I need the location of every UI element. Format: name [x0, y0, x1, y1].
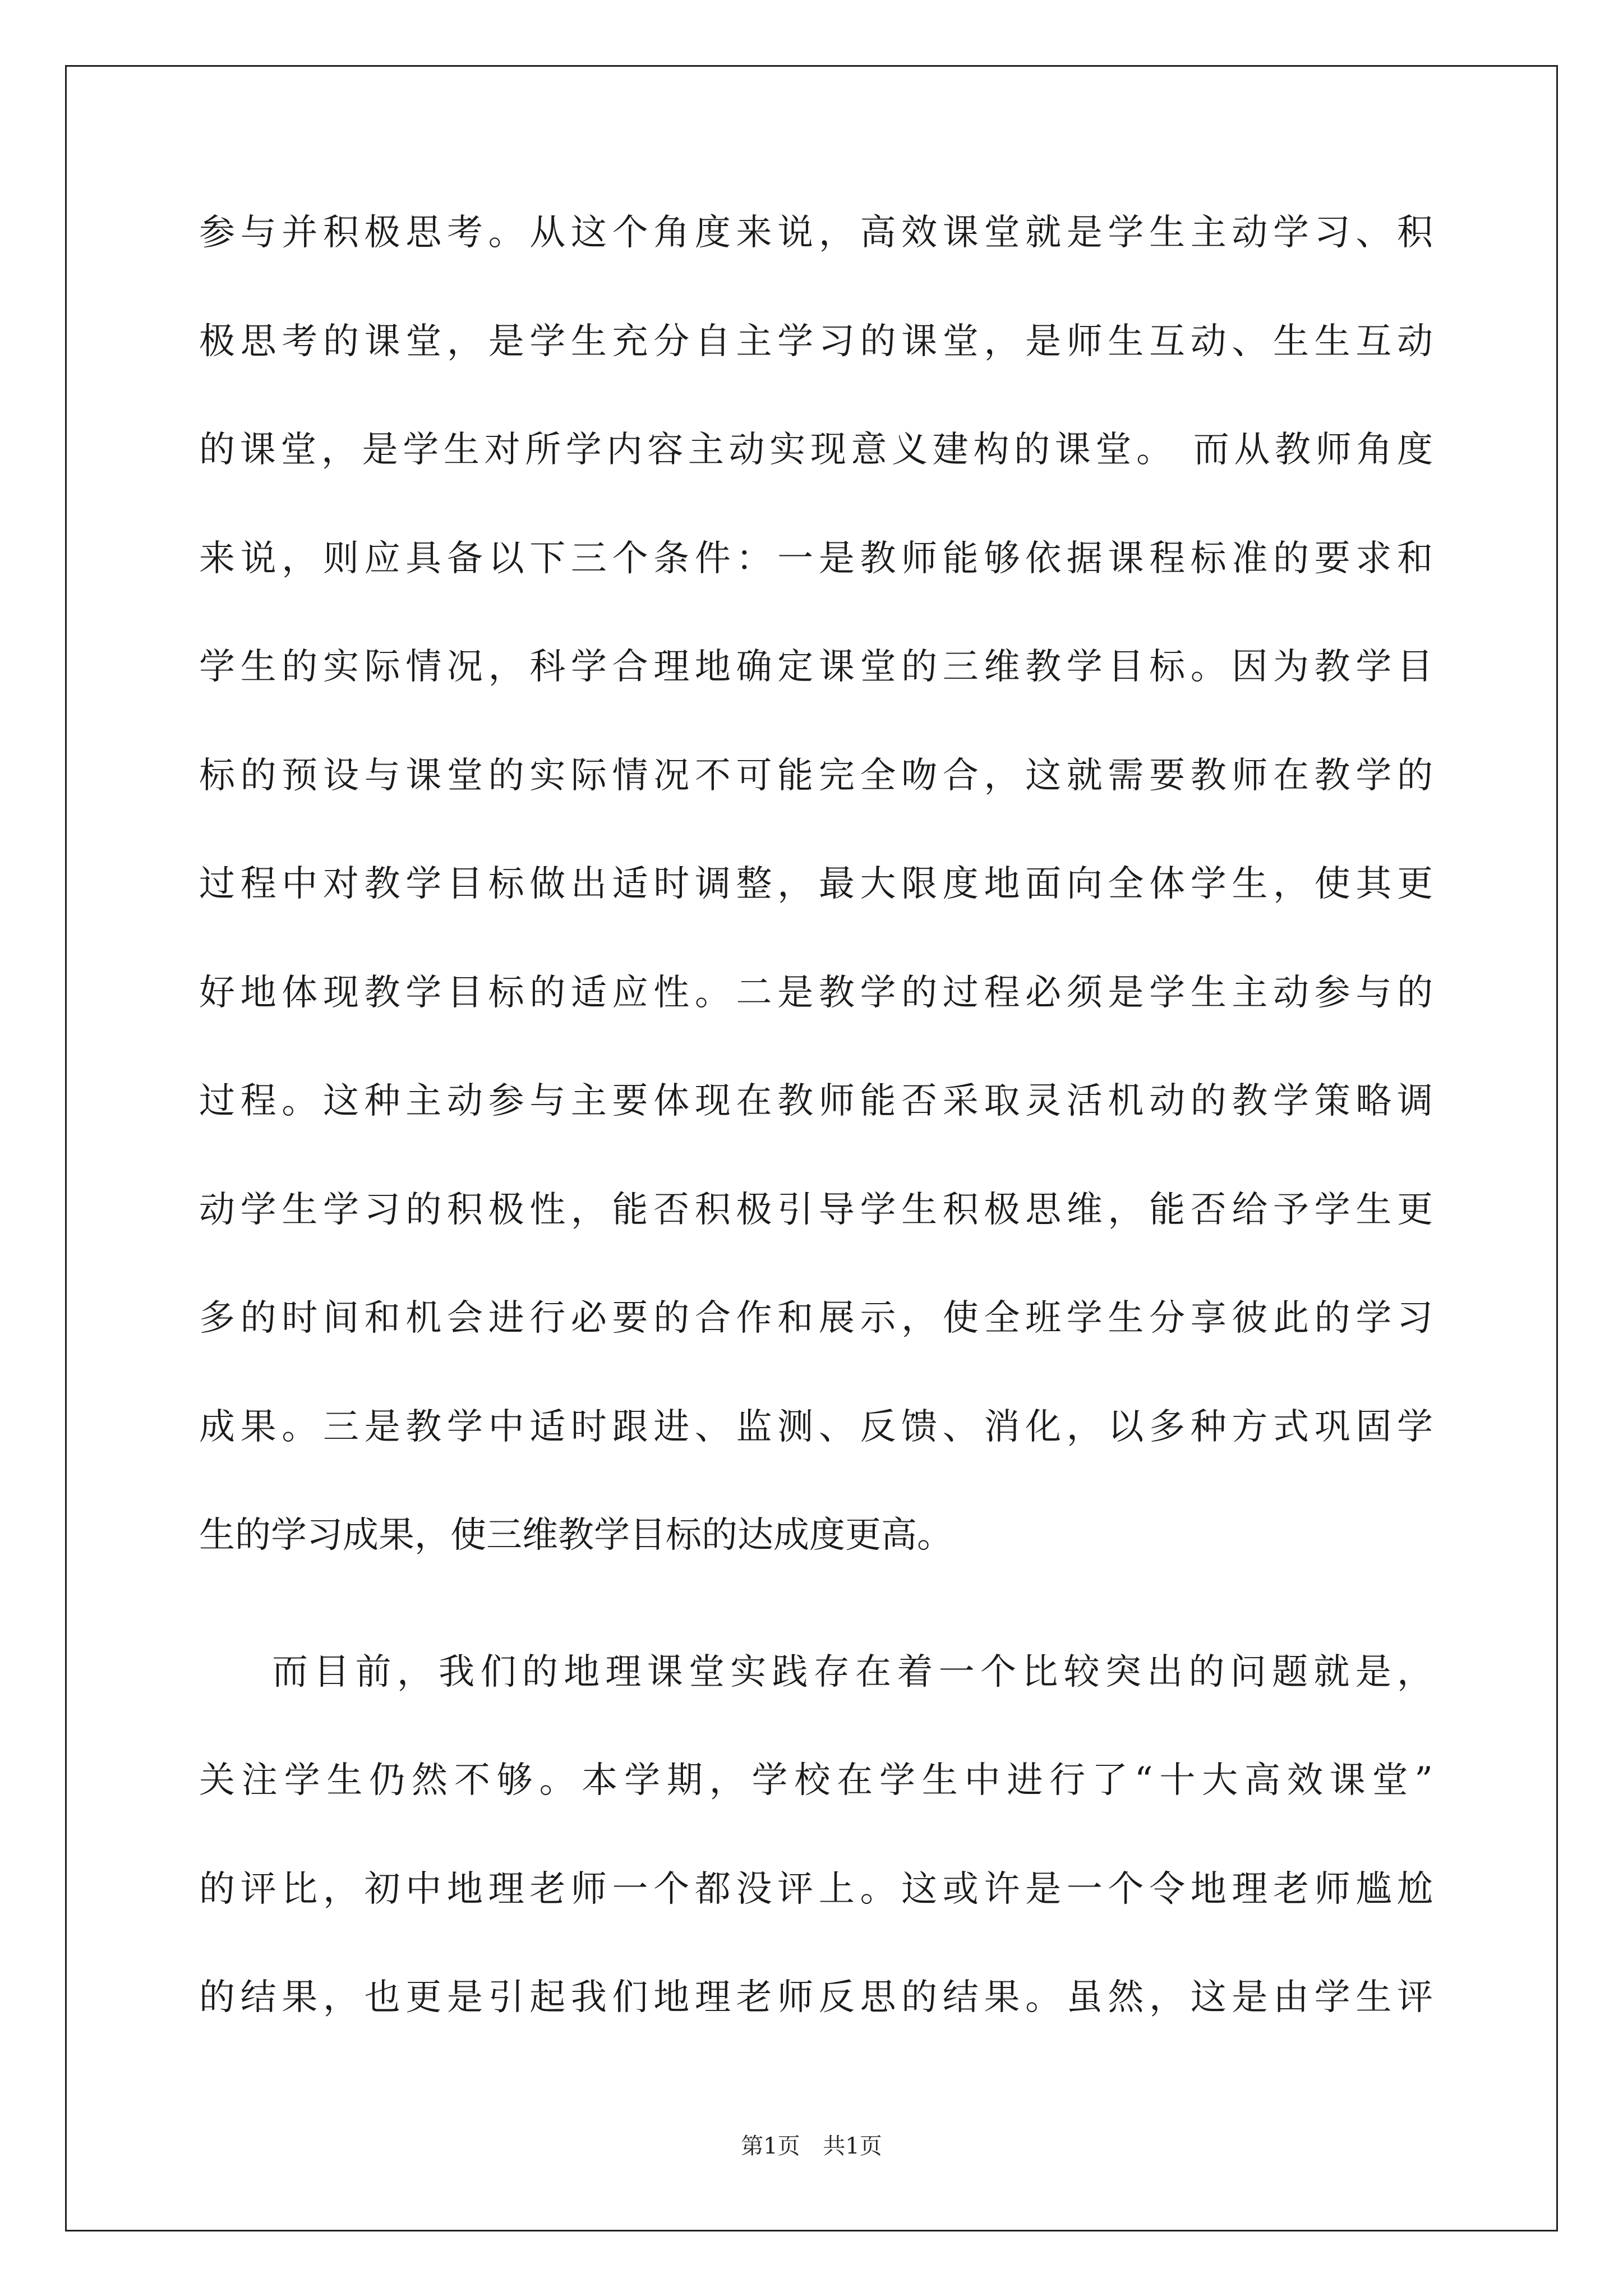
paragraph-line: 过程。这种主动参与主要体现在教师能否采取灵活机动的教学策略调	[199, 1080, 1433, 1122]
paragraph-line: 多的时间和机会进行必要的合作和展示，使全班学生分享彼此的学习	[199, 1297, 1433, 1339]
page-footer	[0, 2128, 1623, 2160]
paragraph-line: 的结果，也更是引起我们地理老师反思的结果。虽然，这是由学生评	[199, 1977, 1433, 2018]
paragraph-line: 生的学习成果，使三维教学目标的达成度更高。	[199, 1515, 953, 1556]
paragraph-line: 好地体现教学目标的适应性。二是教学的过程必须是学生主动参与的	[199, 972, 1433, 1014]
paragraph-line: 标的预设与课堂的实际情况不可能完全吻合，这就需要教师在教学的	[199, 754, 1433, 797]
paragraph-line: 的课堂，是学生对所学内容主动实现意义建构的课堂。 而从教师角度	[199, 429, 1433, 471]
page-total: 共1页	[823, 2133, 882, 2159]
paragraph-1	[199, 212, 1433, 1627]
paragraph-2	[199, 1651, 1433, 2090]
paragraph-line: 动学生学习的积极性，能否积极引导学生积极思维，能否给予学生更	[199, 1189, 1433, 1231]
paragraph-line: 过程中对教学目标做出适时调整，最大限度地面向全体学生，使其更	[199, 863, 1433, 905]
paragraph-line: 关注学生仍然不够。本学期，学校在学生中进行了“十大高效课堂”	[199, 1760, 1433, 1801]
paragraph-line: 极思考的课堂，是学生充分自主学习的课堂，是师生互动、生生互动	[199, 320, 1433, 362]
paragraph-line: 的评比，初中地理老师一个都没评上。这或许是一个令地理老师尴尬	[199, 1868, 1433, 1910]
paragraph-gap	[199, 1627, 1433, 1655]
paragraph-line: 成果。三是教学中适时跟进、监测、反馈、消化，以多种方式巩固学	[199, 1406, 1433, 1448]
paragraph-line: 来说，则应具备以下三个条件：一是教师能够依据课程标准的要求和	[199, 537, 1433, 579]
paragraph-line: 参与并积极思考。从这个角度来说，高效课堂就是学生主动学习、积	[199, 212, 1433, 254]
paragraph-line: 而目前，我们的地理课堂实践存在着一个比较突出的问题就是，	[272, 1651, 1433, 1693]
paragraph-line: 学生的实际情况，科学合理地确定课堂的三维教学目标。因为教学目	[199, 646, 1433, 688]
page-number: 第1页	[741, 2133, 800, 2159]
document-body	[199, 212, 1433, 2090]
